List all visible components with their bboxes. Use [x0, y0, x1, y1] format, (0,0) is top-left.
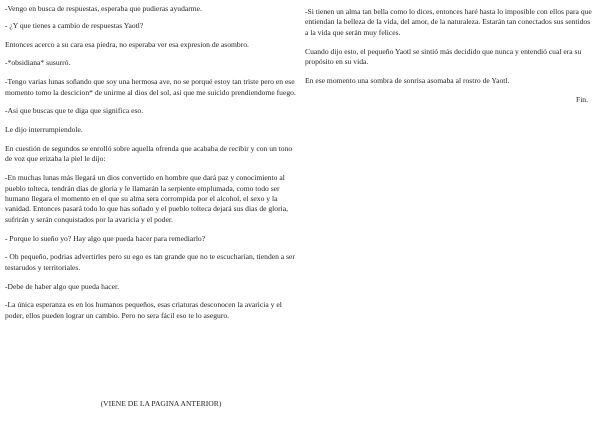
paragraph: -En muchas lunas más llegará un dios convertido en hombre que dará paz y conocimiento al pueblo tolteca, tendrán días de gloria y le llamarán la serpiente emplumada, como todo ser humano llegara el momento en el que su alma sera corrompida por el alcohol, el sexo y la vanidad. Entonces pasará todo lo que has soñado y el pueblo tolteca dejará sus dias de gloria, sufrirán y serán conquistados por la avaricia y el poder.: [5, 173, 288, 224]
paragraph: -*obsidiana* susurró.: [5, 58, 71, 68]
paragraph: - ¿Y que tienes a cambio de respuestas Yaotl?: [5, 20, 144, 30]
continued-note: (VIENE DE LA PAGINA ANTERIOR): [100, 399, 222, 408]
paragraph: -Tengo varias lunas soñando que soy una hermosa ave, no se porqué estoy tan triste pero en ese momento tomo la descicion* de unirme al dios del sol, asi que me suicido prendiendome fuego.: [5, 77, 296, 97]
paragraph: -La única esperanza es en los humanos pequeños, esas criaturas desconocen la avaricia y el poder, ellos pueden lograr un cambio. Pero no sera fácil eso te lo aseguro.: [5, 300, 282, 320]
paragraph: - Oh pequeño, podrias advertirles pero su ego es tan grande que no te escucharían, tienden a ser testarudos y territoriales.: [5, 252, 295, 272]
paragraph: -Vengo en busca de respuestas, esperaba que pudieras ayudarme.: [5, 4, 202, 13]
paragraph: Cuando dijo esto, el pequeño Yaotl se sintió más decidido que nunca y entendió cual era su propósito en su vida.: [305, 46, 582, 67]
paragraph: En cuestión de segundos se enrolló sobre aquella ofrenda que acababa de recibir y con un tono de voz que erizaba la piel le dijo:: [5, 143, 293, 164]
paragraph: -Debe de haber algo que pueda hacer.: [5, 281, 120, 291]
paragraph: -Asi que buscas que te diga que significa eso.: [5, 106, 144, 116]
paragraph: Entonces acerco a su cara esa piedra, no esperaba ver esa expresion de asombro.: [5, 39, 249, 49]
paragraph: Le dijo interrumpiendole.: [5, 125, 83, 135]
end-mark: Fin.: [575, 94, 588, 104]
paragraph: -Si tienen un alma tan bella como lo dices, entonces haré hasta lo imposible con ellos para que entiendan la belleza de la vida, del amor, de la naturaleza. Estarán tan conectados sus sentidos a la vida que serán muy felices.: [305, 7, 592, 37]
paragraph: En ese momento una sombra de sonrisa asomaba al rostro de Yaotl.: [305, 75, 510, 85]
right-column: [300, 0, 600, 424]
paragraph: - Porque lo sueño yo? Hay algo que pueda hacer para remediarlo?: [5, 233, 206, 243]
continued-note-wrapper: [0, 399, 300, 409]
